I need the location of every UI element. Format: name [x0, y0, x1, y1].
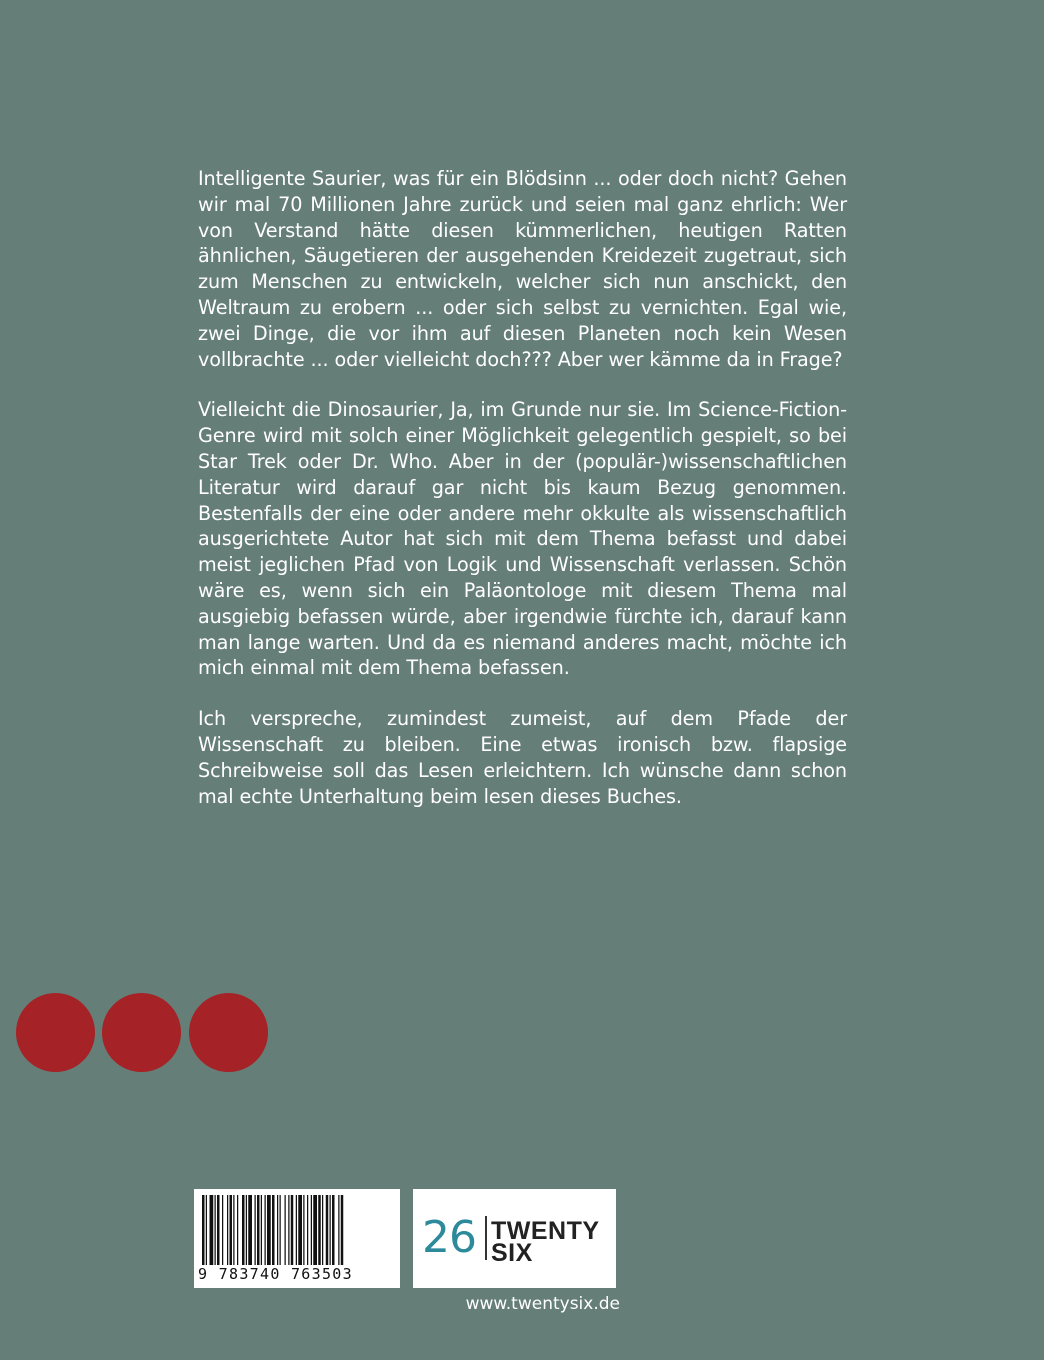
barcode-bar	[233, 1195, 234, 1265]
publisher-website: www.twentysix.de	[465, 1294, 620, 1314]
barcode-bar	[313, 1195, 317, 1265]
blurb-paragraph-1: Intelligente Saurier, was für ein Blödsinn ... oder doch nicht? Gehen wir mal 70 Millionen Jahre zurück und seien mal ganz ehrlich: Wer von Verstand hätte diesen kümmerlichen, heutigen Ratten ähnlichen, Säugetieren der ausgehenden Kreidezeit zugetraut, sich zum Menschen zu entwickeln, welcher sich nun anschickt, den Weltraum zu erobern ... oder sich selbst zu vernichten. Egal wie, zwei Dinge, die vor ihm auf diesen Planeten noch kein Wesen vollbrachte ... oder vielleicht doch??? Aber wer kämme da in Frage?	[198, 167, 847, 371]
barcode-bar	[261, 1195, 262, 1265]
barcode-bar	[210, 1195, 214, 1265]
barcode-bar	[322, 1195, 323, 1265]
barcode-bar	[330, 1195, 331, 1265]
barcode-bar	[318, 1195, 321, 1265]
publisher-logo	[413, 1189, 616, 1288]
barcode-bar	[291, 1195, 294, 1265]
isbn-number: 9 783740 763503	[198, 1265, 353, 1283]
barcode-bar	[298, 1195, 302, 1265]
barcode-bar	[227, 1195, 228, 1265]
barcode-bar	[288, 1195, 289, 1265]
barcode-bar	[265, 1195, 266, 1265]
barcode-bar	[257, 1195, 260, 1265]
barcode-bar	[307, 1195, 308, 1265]
barcode-bar	[326, 1195, 329, 1265]
barcode-bar	[222, 1195, 223, 1265]
barcode-bar	[237, 1195, 238, 1265]
barcode-bar	[280, 1195, 281, 1265]
barcode-bar	[341, 1195, 344, 1265]
logo-word-six: SIX	[491, 1239, 533, 1267]
logo-divider	[485, 1216, 487, 1260]
red-dot	[16, 993, 95, 1072]
back-cover-blurb	[198, 166, 847, 834]
barcode-bar	[285, 1195, 286, 1265]
barcode-bar	[303, 1195, 304, 1265]
barcode-bar	[338, 1195, 339, 1265]
barcode-bar	[267, 1195, 271, 1265]
barcode-bar	[230, 1195, 233, 1265]
barcode-bar	[277, 1195, 278, 1265]
barcode-bar	[215, 1195, 216, 1265]
blurb-paragraph-3: Ich verspreche, zumindest zumeist, auf dem Pfade der Wissenschaft zu bleiben. Eine etwas ironisch bzw. flapsige Schreibweise soll das Lesen erleichtern. Ich wünsche dann schon mal echte Unterhaltung beim lesen dieses Buches.	[198, 707, 847, 808]
barcode-bar	[311, 1195, 312, 1265]
barcode-bar	[202, 1195, 205, 1265]
red-dot	[189, 993, 268, 1072]
barcode-bar	[296, 1195, 297, 1265]
barcode-bar	[246, 1195, 247, 1265]
isbn-barcode	[194, 1189, 400, 1288]
blurb-paragraph-2: Vielleicht die Dinosaurier, Ja, im Grunde nur sie. Im Science-Fiction-Genre wird mit solch einer Möglichkeit gelegentlich gespielt, so bei Star Trek oder Dr. Who. Aber in der (populär-)wissenschaftlichen Literatur wird darauf gar nicht bis kaum Bezug genommen. Bestenfalls der eine oder andere mehr okkulte als wissenschaftlich ausgerichtete Autor hat sich mit dem Thema befasst und dabei meist jeglichen Pfad von Logik und Wissenschaft verlassen. Schön wäre es, wenn sich ein Paläontologe mit diesem Thema mal ausgiebig befassen würde, aber irgendwie fürchte ich, darauf kann man lange warten. Und da es niemand anderes macht, möchte ich mich einmal mit dem Thema befassen.	[198, 398, 847, 680]
barcode-bar	[255, 1195, 256, 1265]
barcode-bar	[248, 1195, 252, 1265]
barcode-bar	[206, 1195, 207, 1265]
red-dot	[102, 993, 181, 1072]
barcode-bar	[242, 1195, 245, 1265]
barcode-bar	[217, 1195, 220, 1265]
logo-word-twenty: TWENTY	[491, 1217, 600, 1245]
logo-number: 26	[422, 1212, 476, 1263]
decorative-dots	[16, 993, 276, 1073]
barcode-bar	[332, 1195, 335, 1265]
barcode-bar	[272, 1195, 275, 1265]
